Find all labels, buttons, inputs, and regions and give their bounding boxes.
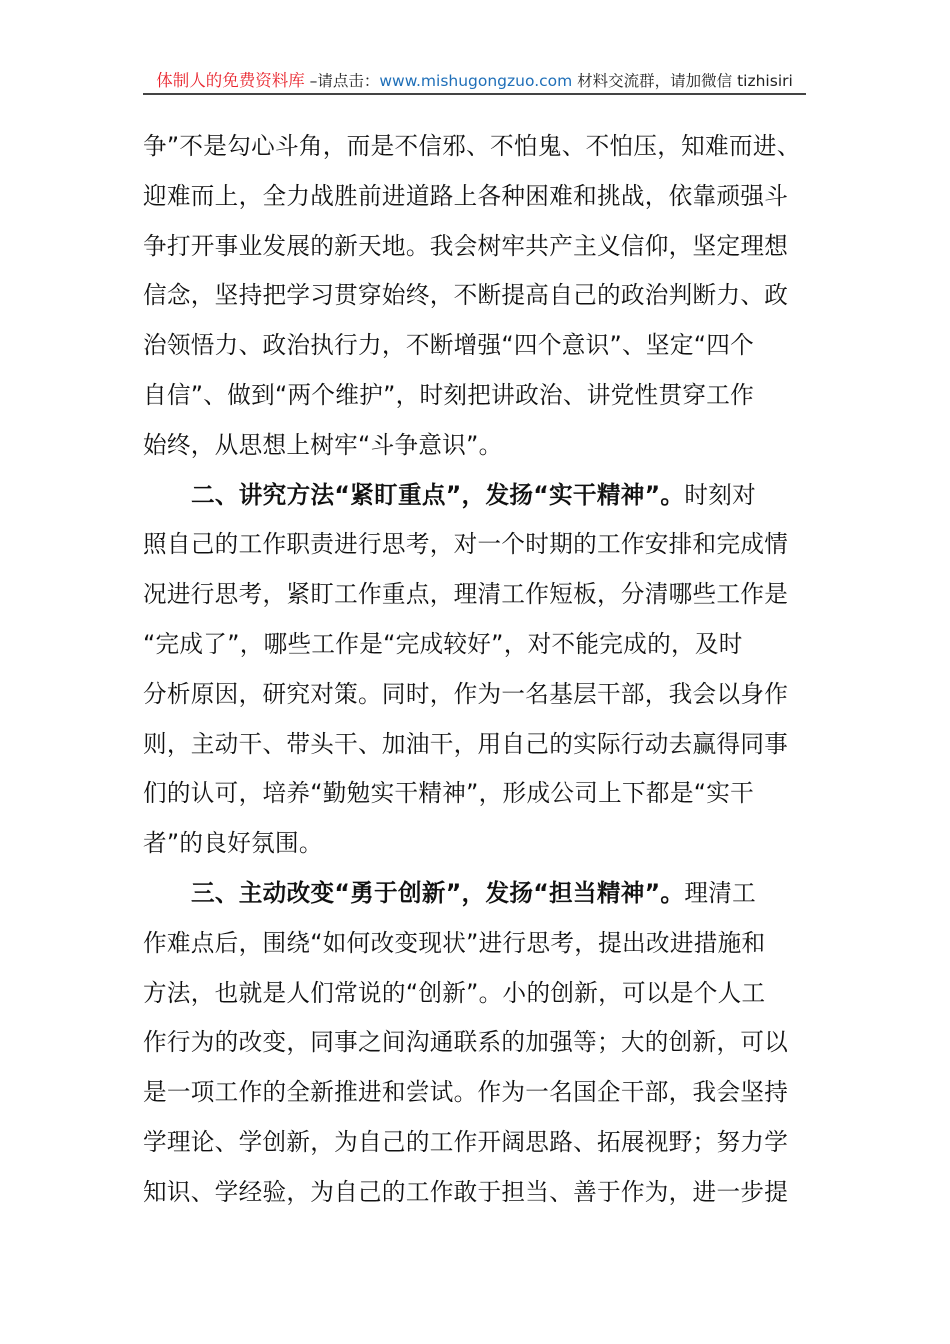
text-line: 迎难而上，全力战胜前进道路上各种困难和挑战，依靠顽强斗 — [143, 181, 789, 210]
header-note: 材料交流群，请加微信 tizhisiri — [572, 72, 793, 90]
text-line: 争打开事业发展的新天地。我会树牢共产主义信仰，坚定理想 — [143, 231, 789, 260]
text-line: 方法，也就是人们常说的“创新”。小的创新，可以是个人工 — [143, 978, 766, 1007]
document-body — [143, 122, 809, 1218]
section-heading-2: 二、讲究方法“紧盯重点”，发扬“实干精神”。 — [191, 480, 685, 509]
text-run: 时刻对 — [684, 480, 756, 509]
header-url-link[interactable]: www.mishugongzuo.com — [379, 72, 573, 90]
text-line: 信念，坚持把学习贯穿始终，不断提高自己的政治判断力、政 — [143, 281, 789, 310]
paragraph-first-line — [143, 869, 809, 919]
text-line: 作难点后，围绕“如何改变现状”进行思考，提出改进措施和 — [143, 928, 766, 957]
text-line: 况进行思考，紧盯工作重点，理清工作短板，分清哪些工作是 — [143, 580, 789, 609]
paragraph-1 — [143, 122, 809, 471]
text-line: 照自己的工作职责进行思考，对一个时期的工作安排和完成情 — [143, 530, 789, 559]
paragraph-2 — [143, 471, 809, 869]
header-prompt: –请点击： — [304, 72, 380, 90]
text-line: 则，主动干、带头干、加油干，用自己的实际行动去赢得同事 — [143, 729, 789, 758]
header-site-name: 体制人的免费资料库 — [156, 71, 305, 90]
text-line: 自信”、做到“两个维护”，时刻把讲政治、讲党性贯穿工作 — [143, 380, 755, 409]
text-line: 者”的良好氛围。 — [143, 829, 323, 858]
text-line: 治领悟力、政治执行力，不断增强“四个意识”、坚定“四个 — [143, 331, 755, 360]
text-line: 作行为的改变，同事之间沟通联系的加强等；大的创新，可以 — [143, 1028, 789, 1057]
page-header — [143, 70, 806, 92]
text-line: 始终，从思想上树牢“斗争意识”。 — [143, 430, 503, 459]
text-line: 争”不是勾心斗角，而是不信邪、不怕鬼、不怕压，知难而进、 — [143, 132, 801, 160]
section-heading-3: 三、主动改变“勇于创新”，发扬“担当精神”。 — [191, 878, 685, 907]
text-line: “完成了”，哪些工作是“完成较好”，对不能完成的，及时 — [143, 629, 743, 658]
text-line: 是一项工作的全新推进和尝试。作为一名国企干部，我会坚持 — [143, 1078, 789, 1107]
text-line: 知识、学经验，为自己的工作敢于担当、善于作为，进一步提 — [143, 1177, 789, 1206]
text-run: 理清工 — [684, 878, 756, 907]
text-line: 们的认可，培养“勤勉实干精神”，形成公司上下都是“实干 — [143, 779, 755, 808]
paragraph-first-line — [143, 471, 809, 521]
text-line: 学理论、学创新，为自己的工作开阔思路、拓展视野；努力学 — [143, 1127, 789, 1156]
paragraph-3 — [143, 869, 809, 1218]
header-divider — [143, 93, 806, 95]
text-line: 分析原因，研究对策。同时，作为一名基层干部，我会以身作 — [143, 679, 789, 708]
